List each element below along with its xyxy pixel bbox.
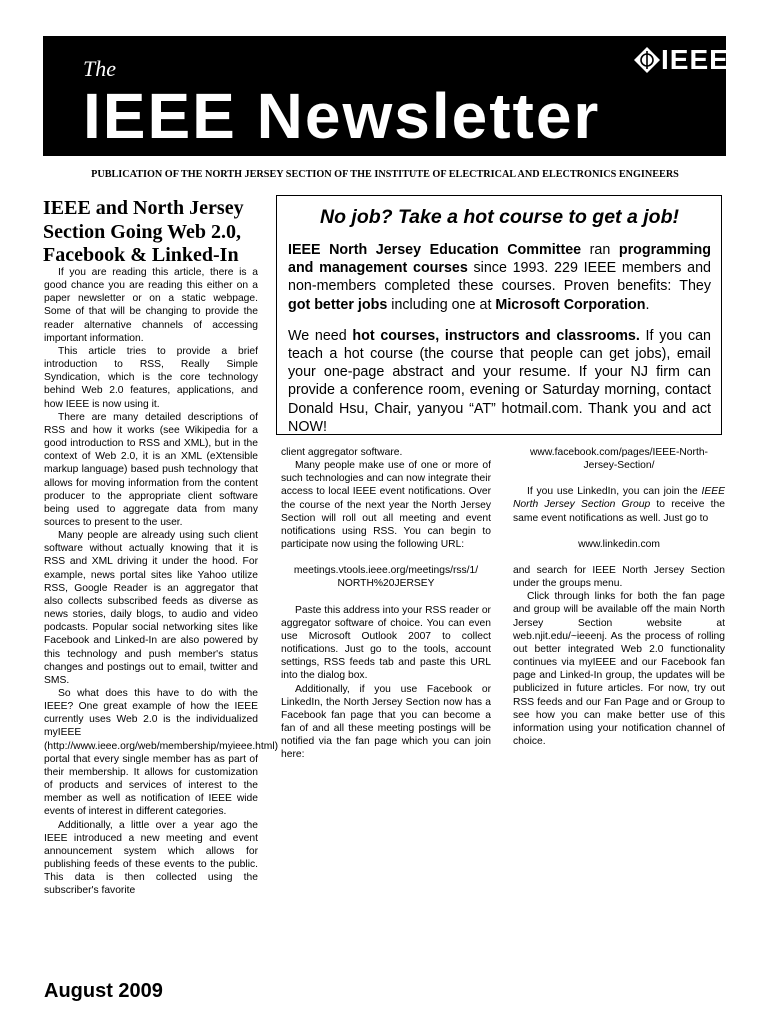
linkedin-group-name: IEEE North Jersey Section Group <box>513 486 725 511</box>
article-paragraph: and search for IEEE North Jersey Section under the groups menu. <box>513 564 725 590</box>
article-paragraph: Additionally, if you use Facebook or LinkedIn, the North Jersey Section now has a Facebook fan page that you can become a fan of and all these meeting postings will be notified via the fan page which you can join here: <box>281 683 491 761</box>
linkedin-url[interactable]: www.linkedin.com <box>578 538 660 550</box>
article-paragraph: This article tries to provide a brief introduction to RSS, Really Simple Syndication, which is the core technology behind Web 2.0 features, applications, and how IEEE is now using it. <box>44 345 258 410</box>
article-paragraph: client aggregator software. <box>281 447 403 458</box>
article-column-3 <box>513 446 725 748</box>
article-paragraph: Many people are already using such client software without actually knowing that it is RSS and XML driving it under the hood. For example, news portal sites like Yahoo utilize RSS, Google Reader is an aggregator that also collects subscribed feeds as diverse as news stories, daily blogs, to audio and video podcasts. Popular social networking sites like Facebook and Linked-In are also powered by this technology and push member's status changes and postings out to email, twitter and SMS. <box>44 530 258 686</box>
masthead <box>43 36 729 156</box>
article-paragraph: Additionally, a little over a year ago the IEEE introduced a new meeting and event announcement system which allows for publishing feeds of these events to the public. This data is then collected using the subscriber's favorite <box>44 819 258 897</box>
course-promo-box <box>276 195 722 435</box>
ieee-diamond-icon <box>633 46 661 74</box>
promo-committee: IEEE North Jersey Education Committee <box>288 242 582 258</box>
facebook-url[interactable]: www.facebook.com/pages/IEEE-North- Jersey-Section/ <box>530 447 708 472</box>
issue-date: August 2009 <box>44 980 163 1002</box>
promo-title: No job? Take a hot course to get a job! <box>320 206 679 228</box>
article-paragraph: If you are reading this article, there is a good chance you are reading this either on a paper newsletter or on a static webpage. Some of that will be changing to provide the reader alternative channels of accessing important information. <box>44 267 258 344</box>
article-paragraph: Click through links for both the fan page and group will be available off the main North Jersey Section website at web.njit.edu/~ieeenj. As the process of rolling out better integrated Web 2.0 functionality continues via myIEEE and our Facebook fan page and Linked-In group, the updates will be publicized in future articles. For now, try out RSS feeds and our Fan Page and or Group to see how you can make better use of this information using your notification channel of choice. <box>513 591 725 747</box>
article-paragraph: Many people make use of one or more of such technologies and can now integrate their access to local IEEE event notifications. Over the course of the next year the North Jersey Section will roll out all meeting and event notifications using RSS. You can begin to participate now using the following URL: <box>281 460 491 551</box>
promo-paragraph-2: We need hot courses, instructors and classrooms. If you can teach a hot course (the course that people can get jobs), email your one-page abstract and your resume. If your NJ firm can provide a conference room, evening or Saturday morning, contact Donald Hsu, Chair, yanyou “AT” hotmail.com. Thank you and act NOW! <box>288 327 711 435</box>
article-paragraph: So what does this have to do with the IEEE? One great example of how the IEEE currently uses Web 2.0 is the individualized myIEEE (http://www.ieee.org/web/membership/myieee.html) portal that every single member has as part of their membership. It allows for customization of products and services of interest to the member as well as notification of IEEE wide events of interest in different categories. <box>44 688 279 818</box>
promo-paragraph-1: IEEE North Jersey Education Committee ran programming and management courses since 1993. 229 IEEE members and non-members completed these courses. Proven benefits: They got better jobs including one at Microsoft Corporation. <box>288 242 712 313</box>
newsletter-title: IEEE Newsletter <box>83 80 601 152</box>
article-column-2 <box>281 446 491 761</box>
masthead-the: The <box>83 56 116 81</box>
article-paragraph: If you use LinkedIn, you can join the IEEE North Jersey Section Group to receive the same event notifications as well. Just go to <box>513 486 725 524</box>
ieee-logo <box>633 42 729 75</box>
article-paragraph: Paste this address into your RSS reader or aggregator software of choice. You can even use Microsoft Outlook 2007 to collect notifications. Just go to the tools, account settings, RSS feeds tab and paste this URL into the dialog box. <box>281 604 491 682</box>
article-column-1 <box>44 266 279 898</box>
ieee-logo-text: IEEE <box>661 44 729 75</box>
article-paragraph: There are many detailed descriptions of RSS and how it works (see Wikipedia for a good introduction to RSS and XML), but in the context of Web 2.0, it is an XML (eXtensible markup language) based push technology that allows for moving information from the content producer to the appropriate client software being used to aggregate data from many sources to present to the user. <box>44 411 258 528</box>
rss-url[interactable]: meetings.vtools.ieee.org/meetings/rss/1/ NORTH%20JERSEY <box>293 565 479 590</box>
publication-line: PUBLICATION OF THE NORTH JERSEY SECTION OF THE INSTITUTE OF ELECTRICAL AND ELECTRONICS ENGINEERS <box>91 169 679 180</box>
article-headline: IEEE and North Jersey Section Going Web 2.0, Facebook & Linked-In <box>43 197 244 266</box>
